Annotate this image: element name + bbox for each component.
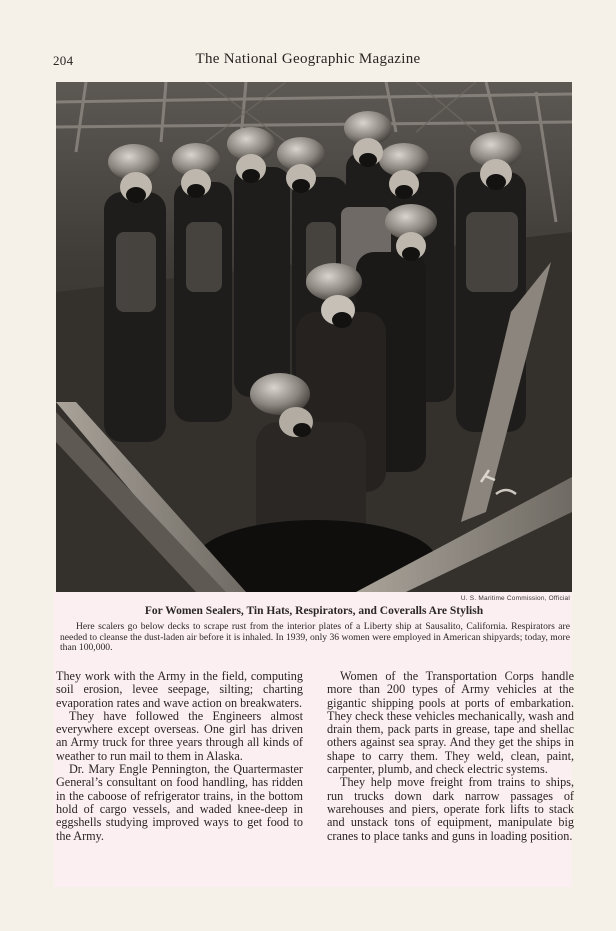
photo-women-scalers <box>56 82 572 592</box>
right-column <box>327 670 574 843</box>
photo-credit: U. S. Maritime Commission, Official <box>460 595 570 602</box>
paragraph: Women of the Transportation Corps handle more than 200 types of Army vehicles at the gigantic shipping pools at ports of embarkation. They check these vehicles mechanically, wash and drain them, pack parts in grease, tape and shellac others against sea spray. And they get the ships in shape to carry them. They weld, clean, paint, carpenter, plumb, and check electric systems. <box>327 669 574 777</box>
article-columns <box>56 670 574 843</box>
caption-title: For Women Sealers, Tin Hats, Respirators, and Coveralls Are Stylish <box>144 605 484 617</box>
paragraph: They have followed the Engineers almost everywhere except overseas. One girl has driven an Army truck for three years through all kinds of weather to run mail to them in Alaska. <box>56 708 303 763</box>
page-number: 204 <box>53 53 74 68</box>
paragraph: Dr. Mary Engle Pennington, the Quartermaster General’s consultant on food handling, has ridden in the caboose of refrigerator trains, in the bottom hold of cargo vessels, and waded knee-deep in eggshells studying improved ways to get food to the Army. <box>56 762 303 843</box>
caption-text: Here scalers go below decks to scrape rust from the interior plates of a Liberty ship at Sausalito, California. Respirators are needed to cleanse the dust-laden air before it is inhaled. In 1939, only 36 women were employed in American shipyards; today, more than 100,000. <box>60 621 570 654</box>
paragraph: They work with the Army in the field, computing soil erosion, levee seepage, silting; charting evaporation rates and wave action on breakwaters. <box>56 669 303 710</box>
photo-illustration <box>56 82 572 592</box>
left-column <box>56 670 303 843</box>
running-title: The National Geographic Magazine <box>195 51 421 67</box>
paragraph: They help move freight from trains to ships, run trucks down dark narrow passages of warehouses and piers, operate fork lifts to stack and unstack tons of equipment, manipulate big cranes to place tanks and guns in loading position. <box>327 775 574 843</box>
